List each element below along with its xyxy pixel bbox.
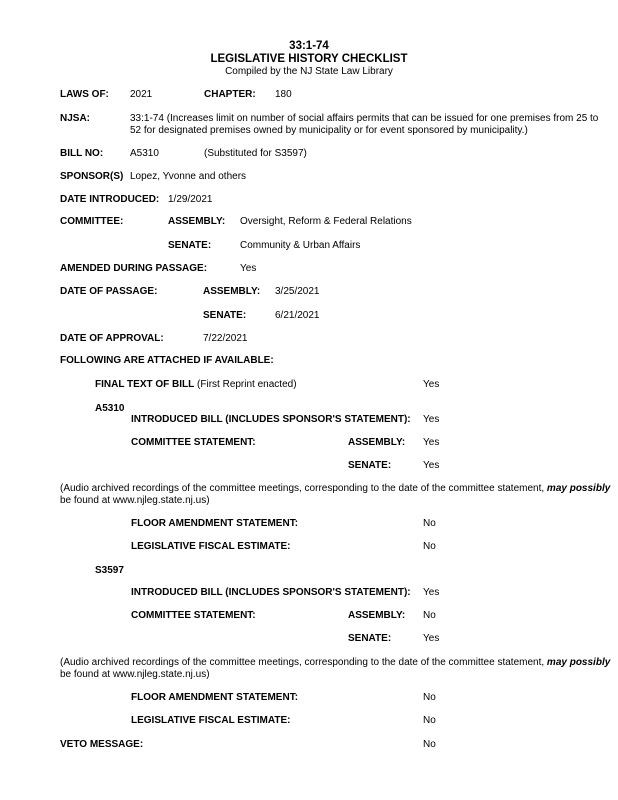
final-text-note: (First Reprint enacted) [194,379,297,390]
a5310-introduced-label: INTRODUCED BILL (INCLUDES SPONSOR'S STATEMENT): [131,414,411,425]
a5310-fiscal-label: LEGISLATIVE FISCAL ESTIMATE: [131,541,291,552]
a5310-fiscal-value: No [423,541,436,552]
njsa-line-2: 52 for designated premises owned by municipality or for event sponsored by municipality.) [130,125,528,136]
final-text-value: Yes [423,379,440,390]
date-of-approval-label: DATE OF APPROVAL: [60,333,164,344]
a5310-audio-line-2: be found at www.njleg.state.nj.us) [60,495,210,506]
date-introduced-label: DATE INTRODUCED: [60,194,160,205]
committee-senate-label: SENATE: [168,240,212,251]
s3597-fiscal-value: No [423,715,436,726]
a5310-floor-label: FLOOR AMENDMENT STATEMENT: [131,518,299,529]
amended-label: AMENDED DURING PASSAGE: [60,263,208,274]
a5310-introduced-value: Yes [423,414,440,425]
s3597-audio-text: (Audio archived recordings of the committee meetings, corresponding to the date of the committee statement, [60,657,547,668]
passage-senate-value: 6/21/2021 [275,310,320,321]
s3597-senate-value: Yes [423,633,440,644]
a5310-audio-text: (Audio archived recordings of the committee meetings, corresponding to the date of the committee statement, [60,483,547,494]
passage-assembly-value: 3/25/2021 [275,286,320,297]
a5310-audio-emphasis: may possibly [546,483,611,494]
s3597-fiscal-label: LEGISLATIVE FISCAL ESTIMATE: [131,715,291,726]
laws-of-value: 2021 [130,89,153,100]
committee-assembly-label: ASSEMBLY: [168,216,226,227]
sponsors-label: SPONSOR(S) [60,171,124,182]
s3597-floor-value: No [423,692,436,703]
laws-of-label: LAWS OF: [60,89,109,100]
a5310-committee-label: COMMITTEE STATEMENT: [131,437,256,448]
committee-senate-value: Community & Urban Affairs [240,240,361,251]
s3597-committee-label: COMMITTEE STATEMENT: [131,610,256,621]
final-text-row [95,379,297,391]
final-text-label: FINAL TEXT OF BILL [95,379,195,390]
s3597-senate-label: SENATE: [348,633,392,644]
bill-no-note: (Substituted for S3597) [204,148,307,159]
s3597-audio-line-1 [60,657,610,669]
header-subtitle: Compiled by the NJ State Law Library [225,66,393,77]
a5310-assembly-value: Yes [423,437,440,448]
a5310-senate-label: SENATE: [348,460,392,471]
sponsors-value: Lopez, Yvonne and others [130,171,247,182]
njsa-line-1: 33:1-74 (Increases limit on number of social affairs permits that can be issued for one premises from 25 to [130,113,599,124]
s3597-floor-label: FLOOR AMENDMENT STATEMENT: [131,692,299,703]
committee-label: COMMITTEE: [60,216,124,227]
s3597-audio-emphasis: may possibly [546,657,611,668]
a5310-floor-value: No [423,518,436,529]
s3597-audio-line-2: be found at www.njleg.state.nj.us) [60,669,210,680]
date-introduced-value: 1/29/2021 [168,194,213,205]
a5310-senate-value: Yes [423,460,440,471]
veto-label: VETO MESSAGE: [60,739,144,750]
date-of-approval-value: 7/22/2021 [203,333,248,344]
passage-assembly-label: ASSEMBLY: [203,286,261,297]
page-title: LEGISLATIVE HISTORY CHECKLIST [210,53,408,65]
bill-no-value: A5310 [130,148,159,159]
s3597-label: S3597 [95,565,124,576]
veto-value: No [423,739,436,750]
a5310-label: A5310 [95,403,125,414]
chapter-value: 180 [275,89,292,100]
chapter-label: CHAPTER: [204,89,256,100]
amended-value: Yes [240,263,257,274]
s3597-introduced-label: INTRODUCED BILL (INCLUDES SPONSOR'S STATEMENT): [131,587,411,598]
header-code: 33:1-74 [289,40,329,52]
bill-no-label: BILL NO: [60,148,104,159]
attached-heading: FOLLOWING ARE ATTACHED IF AVAILABLE: [60,355,274,366]
njsa-label: NJSA: [60,113,91,124]
date-of-passage-label: DATE OF PASSAGE: [60,286,158,297]
s3597-introduced-value: Yes [423,587,440,598]
passage-senate-label: SENATE: [203,310,247,321]
a5310-assembly-label: ASSEMBLY: [348,437,406,448]
s3597-assembly-label: ASSEMBLY: [348,610,406,621]
committee-assembly-value: Oversight, Reform & Federal Relations [240,216,412,227]
s3597-assembly-value: No [423,610,436,621]
a5310-audio-line-1 [60,483,610,495]
